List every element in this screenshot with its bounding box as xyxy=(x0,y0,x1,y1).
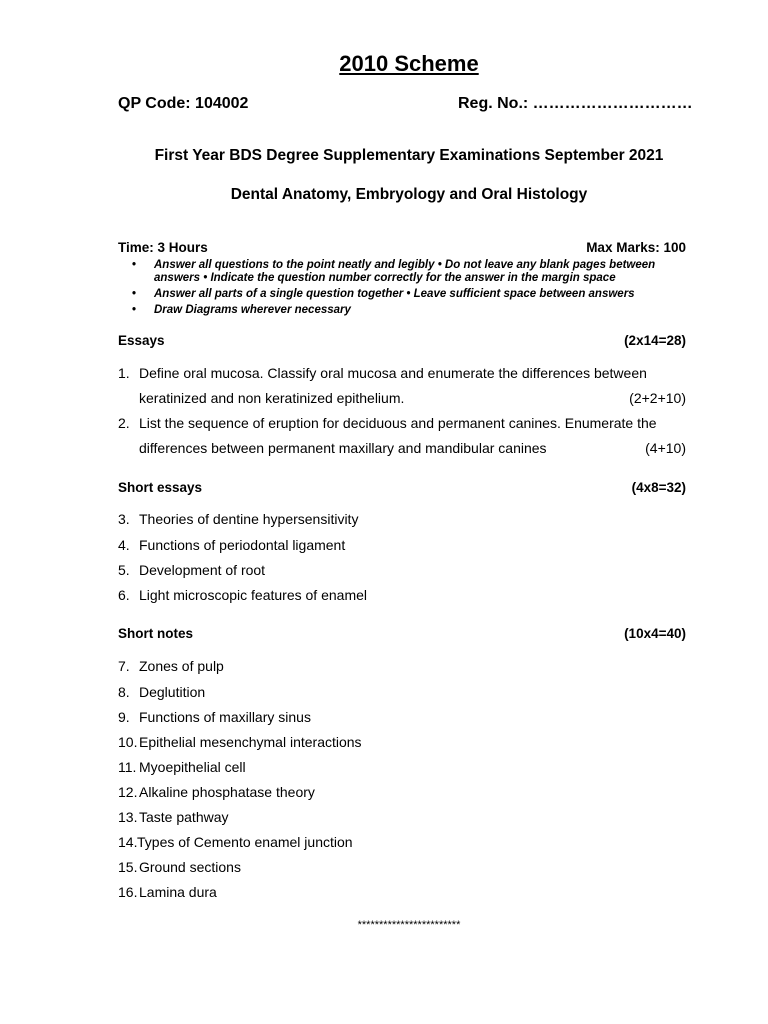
bullet-icon: • xyxy=(132,304,137,316)
question-text: keratinized and non keratinized epithelium. xyxy=(139,390,405,406)
question-number: 3. xyxy=(118,511,130,527)
question-number: 13. xyxy=(118,809,138,825)
section-marks-short-notes: (10x4=40) xyxy=(624,626,686,641)
question-number: 8. xyxy=(118,684,130,700)
reg-no: Reg. No.: ………………………… xyxy=(458,95,693,112)
question-text: Zones of pulp xyxy=(139,658,224,674)
question-number: 10. xyxy=(118,734,138,750)
instruction-text: Draw Diagrams wherever necessary xyxy=(154,304,351,316)
question-text: Types of Cemento enamel junction xyxy=(137,834,353,850)
question-number: 12. xyxy=(118,784,138,800)
question-number: 5. xyxy=(118,562,130,578)
question-text: Ground sections xyxy=(139,859,241,875)
question-number: 6. xyxy=(118,587,130,603)
instruction-item xyxy=(130,288,690,301)
scheme-title: 2010 Scheme xyxy=(339,51,479,76)
instruction-text: Answer all questions to the point neatly and legibly • Do not leave any blank pages between xyxy=(154,259,656,271)
max-marks: Max Marks: 100 xyxy=(586,240,686,255)
section-marks-essays: (2x14=28) xyxy=(624,333,686,348)
section-marks-short-essays: (4x8=32) xyxy=(631,480,686,495)
question-number: 16. xyxy=(118,884,138,900)
bullet-icon: • xyxy=(132,288,137,300)
question-text: Myoepithelial cell xyxy=(139,759,246,775)
section-title-short-essays: Short essays xyxy=(118,480,203,495)
subject-title: Dental Anatomy, Embryology and Oral Histology xyxy=(230,186,588,203)
question-number: 11. xyxy=(118,759,137,775)
question-text: Development of root xyxy=(139,562,266,578)
question-number: 14. xyxy=(118,834,138,850)
question-text: Light microscopic features of enamel xyxy=(139,587,367,603)
question-text: Define oral mucosa. Classify oral mucosa and enumerate the differences between xyxy=(139,365,647,381)
section-title-short-notes: Short notes xyxy=(118,626,194,641)
question-text: Theories of dentine hypersensitivity xyxy=(139,511,359,527)
section-title-essays: Essays xyxy=(118,333,165,348)
question-marks: (4+10) xyxy=(645,440,686,456)
question-number: 9. xyxy=(118,709,130,725)
question-number: 1. xyxy=(118,365,130,381)
question-text: Taste pathway xyxy=(139,809,229,825)
instruction-item xyxy=(130,304,690,317)
question-text: Deglutition xyxy=(139,684,206,700)
question-marks: (2+2+10) xyxy=(629,390,686,406)
instruction-text: answers • Indicate the question number correctly for the answer in the margin space xyxy=(154,272,616,284)
exam-title: First Year BDS Degree Supplementary Examinations September 2021 xyxy=(154,147,664,164)
question-text: Functions of maxillary sinus xyxy=(139,709,311,725)
question-number: 2. xyxy=(118,415,130,431)
time-allowed: Time: 3 Hours xyxy=(118,240,208,255)
question-text: Functions of periodontal ligament xyxy=(139,537,346,553)
question-number: 4. xyxy=(118,537,130,553)
bullet-icon: • xyxy=(132,259,137,271)
end-stars: ************************ xyxy=(357,919,461,931)
question-number: 15. xyxy=(118,859,138,875)
question-text: Alkaline phosphatase theory xyxy=(139,784,315,800)
question-text: Epithelial mesenchymal interactions xyxy=(139,734,362,750)
instruction-item xyxy=(130,259,690,285)
qp-code: QP Code: 104002 xyxy=(118,95,249,112)
question-number: 7. xyxy=(118,658,130,674)
instructions-list xyxy=(130,259,690,320)
question-text: differences between permanent maxillary and mandibular canines xyxy=(139,440,547,456)
question-text: List the sequence of eruption for deciduous and permanent canines. Enumerate the xyxy=(139,415,657,431)
instruction-text: Answer all parts of a single question together • Leave sufficient space between answers xyxy=(154,288,635,300)
question-text: Lamina dura xyxy=(139,884,217,900)
